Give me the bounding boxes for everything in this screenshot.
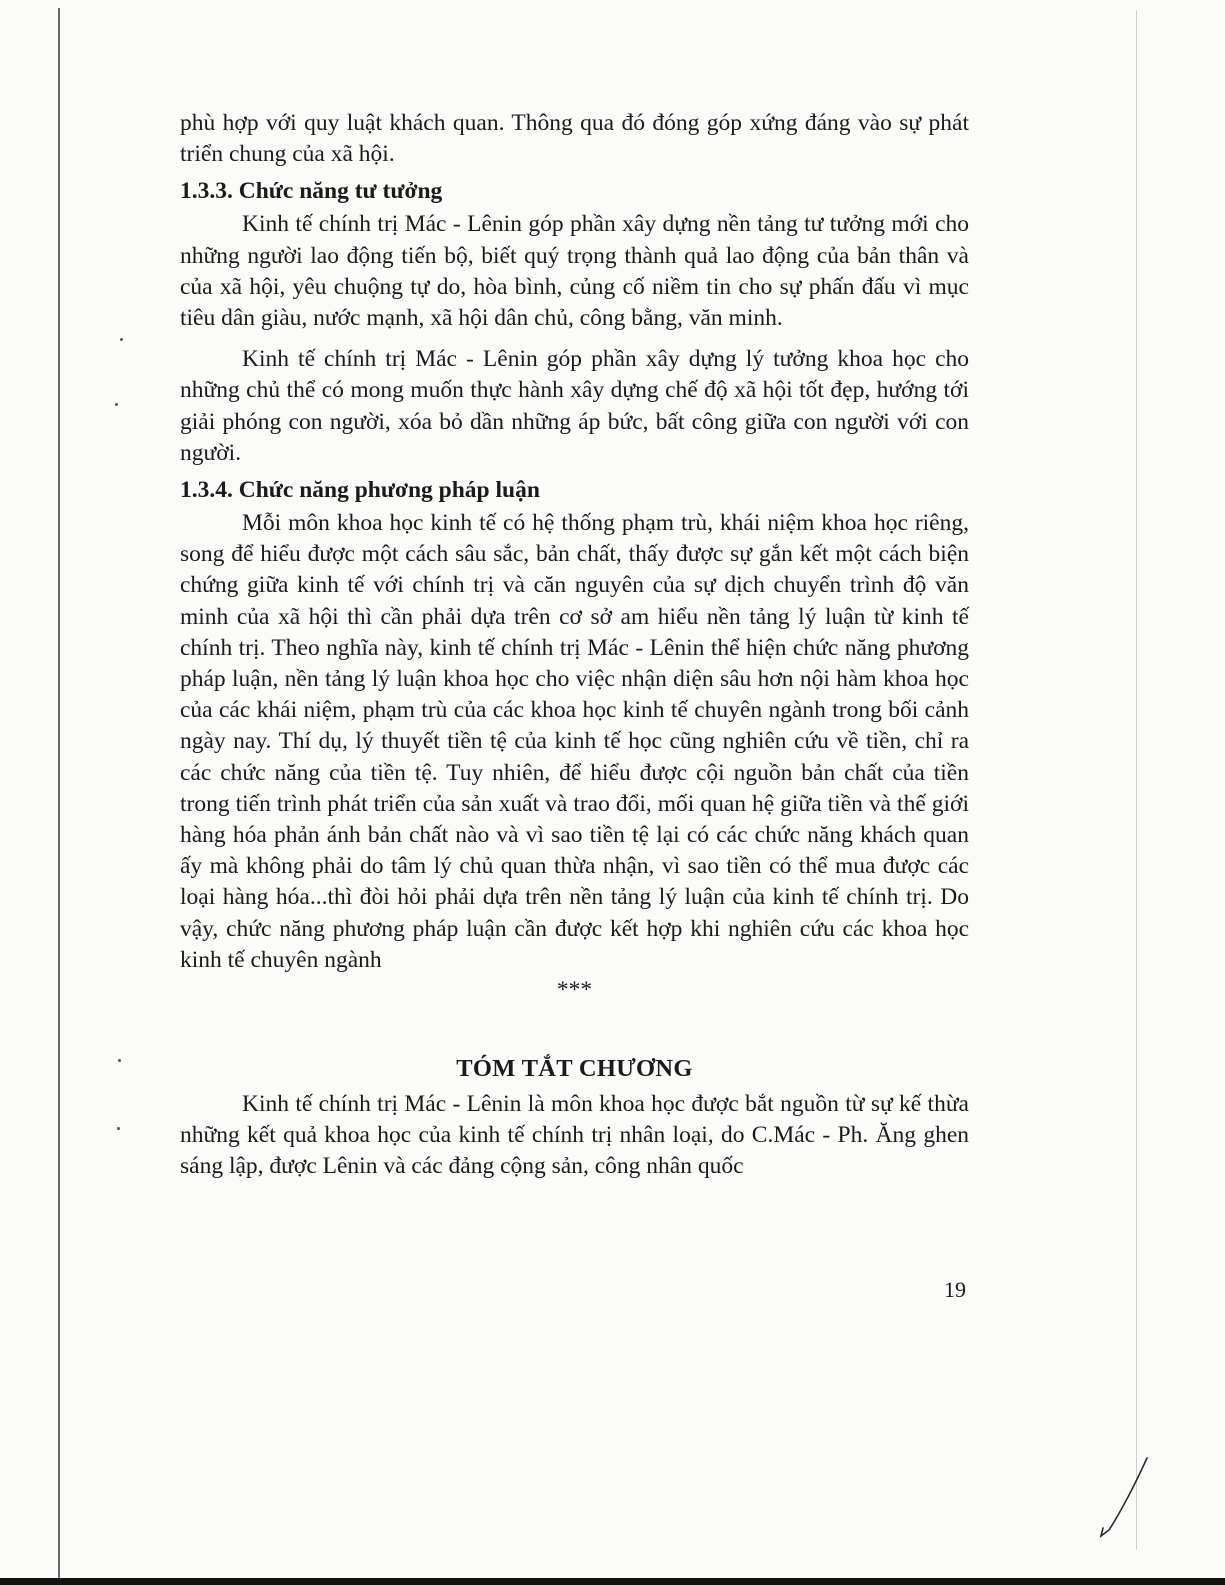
summary-paragraph: Kinh tế chính trị Mác - Lênin là môn khoa học được bắt nguồn từ sự kế thừa những kết quả khoa học của kinh tế chính trị nhân loại, do C.Mác - Ph. Ăng ghen sáng lập, được Lênin và các đảng cộng sản, công nhân quốc <box>180 1091 969 1180</box>
pen-tick-mark <box>1095 1450 1155 1540</box>
scan-speck <box>118 1059 121 1062</box>
page-number: 19 <box>944 1277 966 1302</box>
page-right-edge <box>1136 10 1137 1550</box>
scan-speck <box>120 338 123 341</box>
body-paragraph: Kinh tế chính trị Mác - Lênin góp phần xây dựng nền tảng tư tưởng mới cho những người lao động tiến bộ, biết quý trọng thành quả lao động của bản thân và của xã hội, yêu chuộng tự do, hòa bình, củng cố niềm tin cho sự phấn đấu vì mục tiêu dân giàu, nước mạnh, xã hội dân chủ, công bằng, văn minh. <box>180 211 969 332</box>
body-paragraph: Mỗi môn khoa học kinh tế có hệ thống phạm trù, khái niệm khoa học riêng, song để hiểu được một cách sâu sắc, bản chất, thấy được sự gắn kết một cách biện chứng giữa kinh tế với chính trị và căn nguyên của sự dịch chuyển trình độ văn minh của xã hội thì cần phải dựa trên cơ sở am hiểu nền tảng lý luận từ kinh tế chính trị. Theo nghĩa này, kinh tế chính trị Mác - Lênin thể hiện chức năng phương pháp luận, nền tảng lý luận khoa học cho việc nhận diện sâu hơn nội hàm khoa học của các khái niệm, phạm trù của các khoa học kinh tế chuyên ngành trong bối cảnh ngày nay. Thí dụ, lý thuyết tiền tệ của kinh tế học cũng nghiên cứu về tiền, chỉ ra các chức năng của tiền tệ. Tuy nhiên, để hiểu được cội nguồn bản chất của tiền trong tiến trình phát triển của sản xuất và trao đổi, mối quan hệ giữa tiền và thế giới hàng hóa phản ánh bản chất nào và vì sao tiền tệ lại có các chức năng khách quan ấy mà không phải do tâm lý chủ quan thừa nhận, vì sao tiền có thể mua được các loại hàng hóa...thì đòi hỏi phải dựa trên nền tảng lý luận của kinh tế chính trị. Do vậy, chức năng phương pháp luận cần được kết hợp khi nghiên cứu các khoa học kinh tế chuyên ngành <box>180 510 969 973</box>
page-body <box>180 108 969 1183</box>
scanner-bottom-edge <box>0 1578 1225 1585</box>
scan-speck <box>115 403 118 406</box>
section-heading-1-3-4: 1.3.4. Chức năng phương pháp luận <box>180 477 540 504</box>
scan-speck <box>117 1127 120 1130</box>
chapter-summary-title: TÓM TẮT CHƯƠNG <box>456 1055 693 1083</box>
section-heading-1-3-3: 1.3.3. Chức năng tư tưởng <box>180 178 443 205</box>
section-separator: *** <box>556 977 593 1004</box>
page-left-edge <box>58 8 60 1578</box>
continued-paragraph: phù hợp với quy luật khách quan. Thông qua đó đóng góp xứng đáng vào sự phát triển chung của xã hội. <box>180 110 969 168</box>
body-paragraph: Kinh tế chính trị Mác - Lênin góp phần xây dựng lý tưởng khoa học cho những chủ thể có mong muốn thực hành xây dựng chế độ xã hội tốt đẹp, hướng tới giải phóng con người, xóa bỏ dần những áp bức, bất công giữa con người với con người. <box>180 346 969 466</box>
